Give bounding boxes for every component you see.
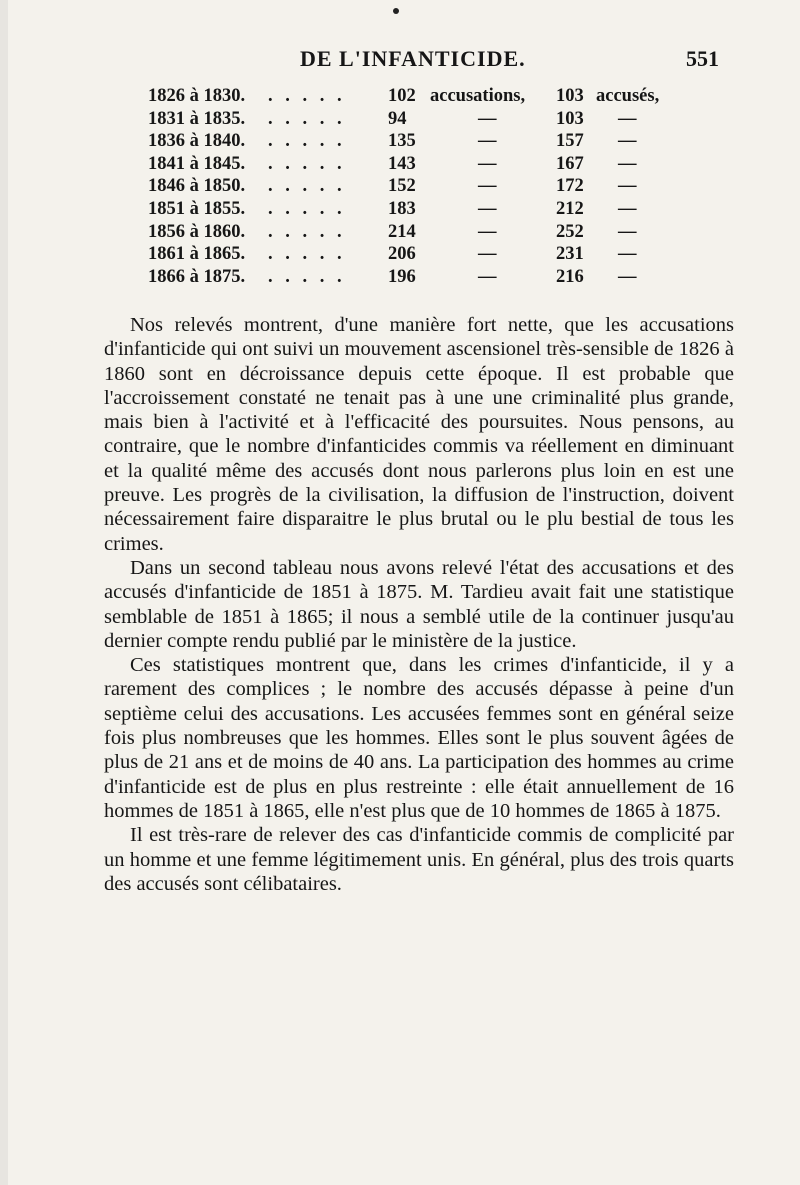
ditto-dash: — — [618, 198, 637, 219]
accuses-cell: 167 — [556, 153, 584, 174]
leader-dots: . . . . . — [268, 86, 346, 106]
printer-mark-dot — [393, 8, 399, 14]
leader-dots: . . . . . — [268, 176, 346, 197]
accusations-cell: 135 — [388, 131, 416, 152]
period-cell: 1856 à 1860. — [148, 221, 246, 242]
paragraph: Il est très-rare de relever des cas d'infanticide commis de complicité par un homme et une femme légitimement unis. En général, plus des trois quarts des accusés sont célibataires. — [104, 824, 734, 895]
accuses-cell: 252 — [556, 221, 584, 242]
body-text — [104, 313, 734, 896]
leader-dots: . . . . . — [268, 153, 346, 174]
accusations-cell: 102 — [388, 86, 416, 106]
table-row — [148, 222, 688, 245]
ditto-dash: — — [478, 221, 497, 242]
leader-dots: . . . . . — [268, 266, 346, 287]
infanticide-statistics-table — [148, 86, 688, 289]
table-row — [148, 154, 688, 177]
ditto-dash: — — [478, 176, 497, 197]
leader-dots: . . . . . — [268, 244, 346, 265]
accuses-cell: 216 — [556, 266, 584, 287]
accusations-cell: 196 — [388, 266, 416, 287]
accusations-label: accusations, — [430, 86, 526, 106]
period-cell: 1861 à 1865. — [148, 244, 246, 265]
accuses-label: accusés, — [596, 86, 660, 106]
accusations-cell: 183 — [388, 198, 416, 219]
table-row — [148, 199, 688, 222]
table-row — [148, 131, 688, 154]
ditto-dash: — — [478, 198, 497, 219]
accuses-cell: 157 — [556, 131, 584, 152]
ditto-dash: — — [478, 244, 497, 265]
page-header — [0, 46, 800, 76]
table-row — [148, 267, 688, 290]
accuses-cell: 231 — [556, 244, 584, 265]
accusations-cell: 143 — [388, 153, 416, 174]
accuses-cell: 103 — [556, 86, 584, 106]
ditto-dash: — — [618, 221, 637, 242]
ditto-dash: — — [618, 244, 637, 265]
paragraph: Dans un second tableau nous avons relevé l'état des accusations et des accusés d'infanticide de 1851 à 1875. M. Tardieu avait fait une statistique semblable de 1851 à 1865; il nous a semblé utile de la continuer jusqu'au dernier compte rendu publié par le ministère de la justice. — [104, 556, 734, 652]
accusations-cell: 152 — [388, 176, 416, 197]
table-row — [148, 86, 688, 109]
period-cell: 1851 à 1855. — [148, 198, 246, 219]
ditto-dash: — — [478, 266, 497, 287]
period-cell: 1841 à 1845. — [148, 153, 246, 174]
period-cell: 1846 à 1850. — [148, 176, 246, 197]
period-cell: 1866 à 1875. — [148, 266, 246, 287]
page-edge-shadow — [0, 0, 8, 1185]
leader-dots: . . . . . — [268, 221, 346, 242]
accuses-cell: 103 — [556, 108, 584, 129]
period-cell: 1826 à 1830. — [148, 86, 246, 106]
table-row — [148, 109, 688, 132]
accusations-cell: 214 — [388, 221, 416, 242]
accuses-cell: 172 — [556, 176, 584, 197]
ditto-dash: — — [618, 108, 637, 129]
period-cell: 1831 à 1835. — [148, 108, 246, 129]
ditto-dash: — — [478, 108, 497, 129]
ditto-dash: — — [478, 131, 497, 152]
page-number: 551 — [686, 46, 719, 71]
ditto-dash: — — [618, 153, 637, 174]
table-row — [148, 244, 688, 267]
accusations-cell: 206 — [388, 244, 416, 265]
running-title: DE L'INFANTICIDE. — [300, 46, 526, 71]
ditto-dash: — — [478, 153, 497, 174]
leader-dots: . . . . . — [268, 131, 346, 152]
ditto-dash: — — [618, 131, 637, 152]
accusations-cell: 94 — [388, 108, 407, 129]
paragraph: Ces statistiques montrent que, dans les crimes d'infanticide, il y a rarement des complices ; le nombre des accusés dépasse à peine d'un septième celui des accusations. Les accusées femmes sont en général seize fois plus nombreuses que les hommes. Elles sont le plus souvent âgées de plus de 21 ans et de moins de 40 ans. La participation des hommes au crime d'infanticide est de plus en plus restreinte : elle était annuellement de 16 hommes de 1851 à 1865, elle n'est plus que de 10 hommes de 1865 à 1875. — [104, 654, 734, 822]
leader-dots: . . . . . — [268, 198, 346, 219]
paragraph: Nos relevés montrent, d'une manière fort nette, que les accusations d'infanticide qui ont suivi un mouvement ascensionel très-sensible de 1826 à 1860 sont en décroissance depuis cette époque. Il est probable que l'accroissement constaté ne tenait pas à une une criminalité plus grande, mais bien à l'activité et à l'efficacité des poursuites. Nous pensons, au contraire, que le nombre d'infanticides commis va réellement en diminuant et la qualité même des accusés dont nous parlerons plus loin en est une preuve. Les progrès de la civilisation, la diffusion de l'instruction, doivent nécessairement faire disparaitre le plus brutal ou le plu bestial de tous les crimes. — [104, 314, 734, 555]
accuses-cell: 212 — [556, 198, 584, 219]
ditto-dash: — — [618, 176, 637, 197]
ditto-dash: — — [618, 266, 637, 287]
leader-dots: . . . . . — [268, 108, 346, 129]
period-cell: 1836 à 1840. — [148, 131, 246, 152]
table-row — [148, 176, 688, 199]
